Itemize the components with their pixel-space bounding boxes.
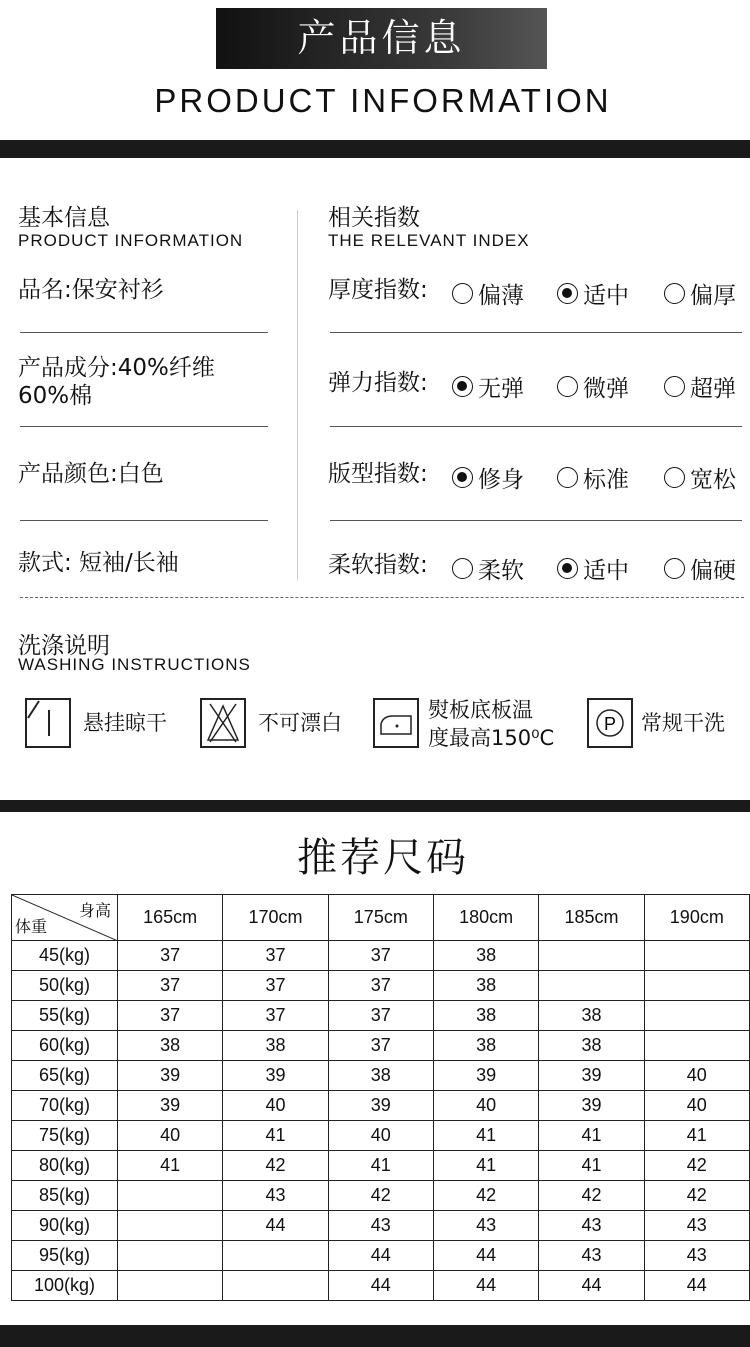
size-cell: 39 bbox=[118, 1091, 223, 1121]
size-cell: 41 bbox=[328, 1151, 433, 1181]
radio-label: 偏薄 bbox=[478, 283, 524, 309]
index-label: 弹力指数: bbox=[328, 370, 428, 396]
radio-option[interactable] bbox=[557, 461, 629, 494]
index-label: 版型指数: bbox=[328, 461, 428, 487]
size-cell: 37 bbox=[118, 941, 223, 971]
size-cell: 38 bbox=[433, 941, 538, 971]
size-cell bbox=[539, 971, 644, 1001]
weight-cell: 50(kg) bbox=[12, 971, 118, 1001]
washing-subtitle: WASHING INSTRUCTIONS bbox=[18, 655, 251, 674]
product-color: 产品颜色:白色 bbox=[18, 461, 164, 487]
product-composition: 产品成分:40%纤维 bbox=[18, 355, 215, 381]
weight-cell: 75(kg) bbox=[12, 1121, 118, 1151]
radio-label: 标准 bbox=[583, 467, 629, 493]
size-cell: 41 bbox=[433, 1121, 538, 1151]
table-row bbox=[12, 1211, 750, 1241]
size-cell: 39 bbox=[433, 1061, 538, 1091]
size-cell: 41 bbox=[433, 1151, 538, 1181]
radio-option[interactable] bbox=[452, 370, 524, 403]
size-cell bbox=[644, 1031, 749, 1061]
radio-label: 宽松 bbox=[690, 467, 736, 493]
index-label: 厚度指数: bbox=[328, 277, 428, 303]
table-row bbox=[12, 971, 750, 1001]
size-cell bbox=[644, 941, 749, 971]
index-label: 柔软指数: bbox=[328, 552, 428, 578]
radio-icon bbox=[452, 467, 473, 488]
table-row bbox=[12, 1181, 750, 1211]
size-cell: 42 bbox=[433, 1181, 538, 1211]
wash-dry-clean: 常规干洗 bbox=[641, 711, 725, 735]
size-cell: 41 bbox=[644, 1121, 749, 1151]
size-cell: 44 bbox=[328, 1241, 433, 1271]
size-cell: 43 bbox=[644, 1241, 749, 1271]
weight-cell: 45(kg) bbox=[12, 941, 118, 971]
size-cell: 37 bbox=[328, 941, 433, 971]
radio-option[interactable] bbox=[664, 552, 736, 585]
size-cell bbox=[644, 971, 749, 1001]
size-cell bbox=[118, 1271, 223, 1301]
size-cell bbox=[118, 1211, 223, 1241]
divider bbox=[330, 520, 742, 521]
page-subtitle: PRODUCT INFORMATION bbox=[154, 82, 612, 119]
size-cell: 37 bbox=[118, 1001, 223, 1031]
radio-option[interactable] bbox=[557, 370, 629, 403]
radio-option[interactable] bbox=[452, 277, 524, 310]
radio-icon bbox=[452, 283, 473, 304]
height-header: 185cm bbox=[539, 895, 644, 941]
radio-label: 超弹 bbox=[690, 376, 736, 402]
size-cell: 44 bbox=[433, 1271, 538, 1301]
size-cell: 37 bbox=[328, 1001, 433, 1031]
height-header: 175cm bbox=[328, 895, 433, 941]
radio-option[interactable] bbox=[452, 552, 524, 585]
size-cell: 43 bbox=[433, 1211, 538, 1241]
size-cell: 42 bbox=[328, 1181, 433, 1211]
divider bbox=[330, 426, 742, 427]
index-subtitle: THE RELEVANT INDEX bbox=[328, 231, 530, 250]
radio-icon bbox=[664, 376, 685, 397]
column-divider bbox=[297, 210, 298, 580]
size-cell: 41 bbox=[118, 1151, 223, 1181]
product-name: 品名:保安衬衫 bbox=[18, 277, 164, 303]
size-cell: 41 bbox=[223, 1121, 328, 1151]
weight-cell: 80(kg) bbox=[12, 1151, 118, 1181]
weight-label: 体重 bbox=[15, 919, 48, 936]
weight-cell: 70(kg) bbox=[12, 1091, 118, 1121]
size-cell: 44 bbox=[539, 1271, 644, 1301]
radio-label: 微弹 bbox=[583, 376, 629, 402]
table-header-row bbox=[12, 895, 750, 941]
radio-label: 修身 bbox=[478, 467, 524, 493]
table-row bbox=[12, 1091, 750, 1121]
footer-bar bbox=[0, 1325, 750, 1347]
weight-cell: 95(kg) bbox=[12, 1241, 118, 1271]
iron-icon bbox=[373, 698, 419, 748]
height-header: 180cm bbox=[433, 895, 538, 941]
size-cell: 40 bbox=[328, 1121, 433, 1151]
wash-iron-temp-2: 度最高150⁰C bbox=[428, 726, 555, 750]
height-header: 165cm bbox=[118, 895, 223, 941]
table-row bbox=[12, 941, 750, 971]
table-row bbox=[12, 1151, 750, 1181]
size-cell: 43 bbox=[644, 1211, 749, 1241]
radio-label: 偏厚 bbox=[690, 283, 736, 309]
size-cell: 43 bbox=[223, 1181, 328, 1211]
size-cell bbox=[118, 1241, 223, 1271]
size-cell: 39 bbox=[223, 1061, 328, 1091]
no-bleach-icon bbox=[200, 698, 246, 748]
size-cell: 37 bbox=[328, 1031, 433, 1061]
radio-option[interactable] bbox=[557, 552, 629, 585]
dry-clean-icon bbox=[587, 698, 633, 748]
size-cell: 37 bbox=[223, 941, 328, 971]
size-cell bbox=[539, 941, 644, 971]
weight-cell: 60(kg) bbox=[12, 1031, 118, 1061]
size-cell: 42 bbox=[644, 1181, 749, 1211]
weight-cell: 55(kg) bbox=[12, 1001, 118, 1031]
table-row bbox=[12, 1241, 750, 1271]
dashed-divider bbox=[20, 597, 744, 598]
radio-label: 柔软 bbox=[478, 558, 524, 584]
product-composition-2: 60%棉 bbox=[18, 383, 93, 409]
radio-icon bbox=[664, 283, 685, 304]
size-cell: 37 bbox=[118, 971, 223, 1001]
size-cell: 41 bbox=[539, 1121, 644, 1151]
basic-info-subtitle: PRODUCT INFORMATION bbox=[18, 231, 244, 250]
divider-bar bbox=[0, 140, 750, 158]
divider bbox=[20, 426, 268, 427]
size-cell: 42 bbox=[539, 1181, 644, 1211]
size-cell: 44 bbox=[644, 1271, 749, 1301]
divider bbox=[20, 332, 268, 333]
wash-no-bleach: 不可漂白 bbox=[258, 711, 342, 735]
radio-option[interactable] bbox=[557, 277, 629, 310]
index-title: 相关指数 bbox=[328, 205, 420, 231]
weight-cell: 100(kg) bbox=[12, 1271, 118, 1301]
weight-cell: 65(kg) bbox=[12, 1061, 118, 1091]
size-table bbox=[11, 894, 750, 1301]
size-cell: 43 bbox=[328, 1211, 433, 1241]
size-cell: 38 bbox=[433, 1001, 538, 1031]
height-label: 身高 bbox=[78, 903, 111, 920]
size-cell bbox=[644, 1001, 749, 1031]
table-row bbox=[12, 1121, 750, 1151]
size-cell: 43 bbox=[539, 1241, 644, 1271]
size-cell: 39 bbox=[328, 1091, 433, 1121]
size-cell: 43 bbox=[539, 1211, 644, 1241]
corner-cell bbox=[12, 895, 118, 941]
size-cell: 38 bbox=[539, 1001, 644, 1031]
size-cell: 37 bbox=[223, 971, 328, 1001]
size-cell: 38 bbox=[433, 971, 538, 1001]
size-cell: 44 bbox=[223, 1211, 328, 1241]
table-row bbox=[12, 1001, 750, 1031]
height-header: 170cm bbox=[223, 895, 328, 941]
size-cell bbox=[223, 1241, 328, 1271]
height-header: 190cm bbox=[644, 895, 749, 941]
table-row bbox=[12, 1031, 750, 1061]
size-cell: 39 bbox=[539, 1091, 644, 1121]
radio-label: 适中 bbox=[583, 283, 629, 309]
radio-label: 适中 bbox=[583, 558, 629, 584]
divider-bar bbox=[0, 800, 750, 812]
size-cell: 40 bbox=[433, 1091, 538, 1121]
page-title: 产品信息 bbox=[216, 8, 547, 69]
hang-dry-icon bbox=[25, 698, 71, 748]
size-cell: 44 bbox=[328, 1271, 433, 1301]
table-row bbox=[12, 1271, 750, 1301]
size-cell: 40 bbox=[118, 1121, 223, 1151]
size-title: 推荐尺码 bbox=[297, 835, 469, 881]
divider bbox=[20, 520, 268, 521]
size-cell: 38 bbox=[223, 1031, 328, 1061]
washing-title: 洗涤说明 bbox=[18, 633, 110, 659]
radio-option[interactable] bbox=[452, 461, 524, 494]
radio-label: 偏硬 bbox=[690, 558, 736, 584]
divider bbox=[330, 332, 742, 333]
size-cell bbox=[223, 1271, 328, 1301]
wash-hang-dry: 悬挂晾干 bbox=[83, 711, 167, 735]
radio-option[interactable] bbox=[664, 370, 736, 403]
product-style: 款式: 短袖/长袖 bbox=[18, 550, 179, 576]
radio-icon bbox=[664, 467, 685, 488]
size-cell: 38 bbox=[328, 1061, 433, 1091]
basic-info-title: 基本信息 bbox=[18, 205, 110, 231]
size-cell bbox=[118, 1181, 223, 1211]
weight-cell: 90(kg) bbox=[12, 1211, 118, 1241]
radio-icon bbox=[557, 283, 578, 304]
size-cell: 44 bbox=[433, 1241, 538, 1271]
radio-icon bbox=[557, 376, 578, 397]
size-cell: 41 bbox=[539, 1151, 644, 1181]
size-cell: 40 bbox=[223, 1091, 328, 1121]
size-cell: 42 bbox=[644, 1151, 749, 1181]
radio-label: 无弹 bbox=[478, 376, 524, 402]
size-cell: 37 bbox=[223, 1001, 328, 1031]
radio-icon bbox=[557, 558, 578, 579]
size-cell: 40 bbox=[644, 1061, 749, 1091]
radio-option[interactable] bbox=[664, 277, 736, 310]
size-cell: 37 bbox=[328, 971, 433, 1001]
svg-text:P: P bbox=[603, 714, 617, 734]
weight-cell: 85(kg) bbox=[12, 1181, 118, 1211]
radio-option[interactable] bbox=[664, 461, 736, 494]
wash-iron-temp-1: 熨板底板温 bbox=[428, 698, 533, 722]
size-cell: 39 bbox=[118, 1061, 223, 1091]
radio-icon bbox=[664, 558, 685, 579]
size-cell: 39 bbox=[539, 1061, 644, 1091]
size-cell: 38 bbox=[433, 1031, 538, 1061]
size-cell: 42 bbox=[223, 1151, 328, 1181]
size-cell: 38 bbox=[539, 1031, 644, 1061]
size-cell: 40 bbox=[644, 1091, 749, 1121]
radio-icon bbox=[557, 467, 578, 488]
radio-icon bbox=[452, 558, 473, 579]
radio-icon bbox=[452, 376, 473, 397]
size-cell: 38 bbox=[118, 1031, 223, 1061]
table-row bbox=[12, 1061, 750, 1091]
